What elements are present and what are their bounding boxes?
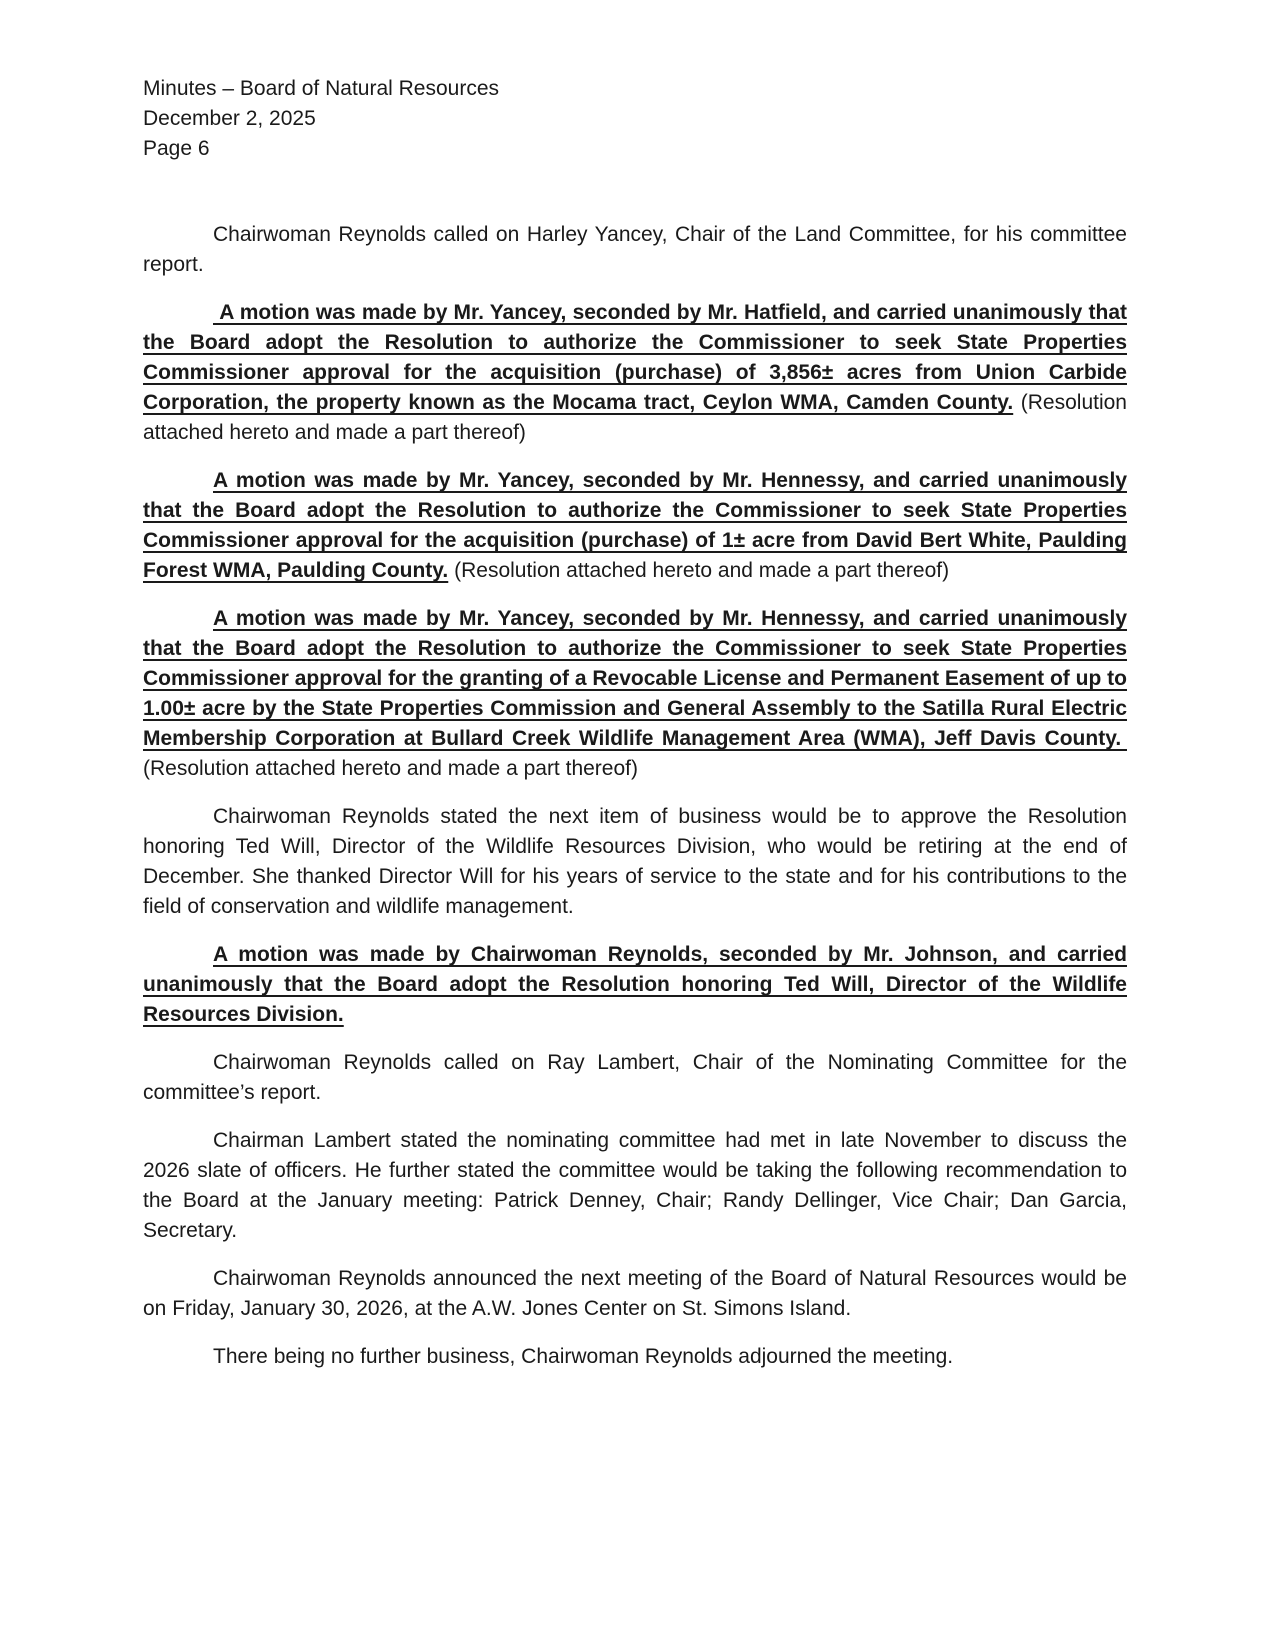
document-body [143,220,1127,1372]
paragraph-next-meeting: Chairwoman Reynolds announced the next meeting of the Board of Natural Resources would be on Friday, January 30, 2026, at the A.W. Jones Center on St. Simons Island. [143,1267,1127,1320]
paragraph-nominating-intro: Chairwoman Reynolds called on Ray Lambert, Chair of the Nominating Committee for the committee’s report. [143,1051,1127,1104]
document-title: Minutes – Board of Natural Resources [143,77,500,100]
paragraph-adjournment: There being no further business, Chairwoman Reynolds adjourned the meeting. [213,1345,954,1368]
motion-text-paulding: A motion was made by Mr. Yancey, seconded by Mr. Hennessy, and carried unanimously that the Board adopt the Resolution to authorize the Commissioner to seek State Properties Commissioner approval for the acquisition (purchase) of 1± acre from David Bert White, Paulding Forest WMA, Paulding County. [143,469,1127,582]
paragraph-motion-ted-will [143,940,1127,1030]
paragraph-ted-will-intro: Chairwoman Reynolds stated the next item of business would be to approve the Resolution honoring Ted Will, Director of the Wildlife Resources Division, who would be retiring at the end of December. She thanked Director Will for his years of service to the state and for his contributions to the field of conservation and wildlife management. [143,805,1127,918]
paragraph-motion-mocama [143,298,1127,448]
resolution-note-satilla: (Resolution attached hereto and made a part thereof) [143,757,638,780]
motion-text-ted-will: A motion was made by Chairwoman Reynolds, seconded by Mr. Johnson, and carried unanimously that the Board adopt the Resolution honoring Ted Will, Director of the Wildlife Resources Division. [143,943,1127,1026]
page-number-label: Page 6 [143,137,210,160]
paragraph-nominating-report: Chairman Lambert stated the nominating committee had met in late November to discuss the 2026 slate of officers. He further stated the committee would be taking the following recommendation to the Board at the January meeting: Patrick Denney, Chair; Randy Dellinger, Vice Chair; Dan Garcia, Secretary. [143,1129,1127,1242]
document-date: December 2, 2025 [143,107,316,130]
paragraph-land-committee-intro: Chairwoman Reynolds called on Harley Yancey, Chair of the Land Committee, for his committee report. [143,223,1127,276]
resolution-note-mocama: (Resolution attached hereto and made a part thereof) [143,391,1127,444]
document-header [143,74,1127,164]
motion-text-mocama: A motion was made by Mr. Yancey, seconded by Mr. Hatfield, and carried unanimously that the Board adopt the Resolution to authorize the Commissioner to seek State Properties Commissioner approval for the acquisition (purchase) of 3,856± acres from Union Carbide Corporation, the property known as the Mocama tract, Ceylon WMA, Camden County. [143,301,1127,414]
paragraph-motion-satilla [143,604,1127,784]
resolution-note-paulding: (Resolution attached hereto and made a part thereof) [448,559,950,582]
paragraph-motion-paulding [143,466,1127,586]
motion-text-satilla: A motion was made by Mr. Yancey, seconded by Mr. Hennessy, and carried unanimously that the Board adopt the Resolution to authorize the Commissioner to seek State Properties Commissioner approval for the granting of a Revocable License and Permanent Easement of up to 1.00± acre by the State Properties Commission and General Assembly to the Satilla Rural Electric Membership Corporation at Bullard Creek Wildlife Management Area (WMA), Jeff Davis County. [143,607,1127,750]
